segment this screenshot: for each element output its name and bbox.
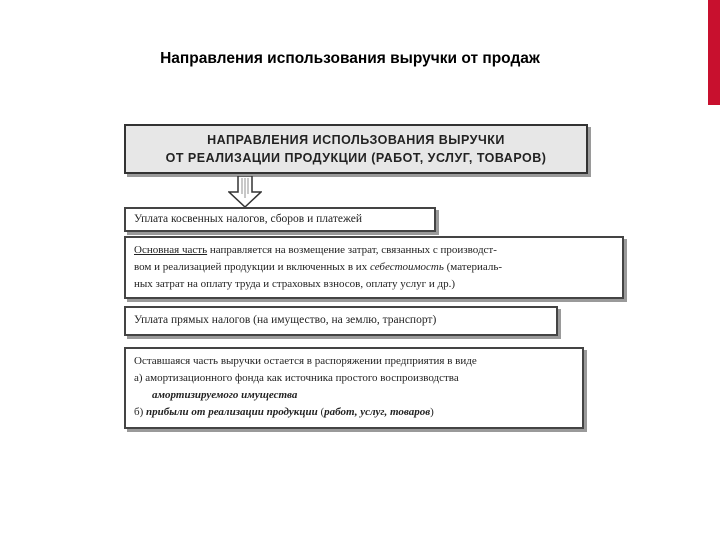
remaining-paren-close: ) bbox=[430, 406, 434, 418]
remaining-goods-term: работ, услуг, товаров bbox=[324, 406, 431, 418]
header-line-2: ОТ РЕАЛИЗАЦИИ ПРОДУКЦИИ (РАБОТ, УСЛУГ, ТОВАРОВ) bbox=[165, 151, 547, 165]
remaining-profit-term: прибыли от реализации продукции bbox=[146, 406, 318, 418]
header-line-1: НАПРАВЛЕНИЯ ИСПОЛЬЗОВАНИЯ ВЫРУЧКИ bbox=[207, 133, 505, 147]
main-part-line-2-a: вом и реализацией продукции и включенных в их bbox=[134, 261, 370, 273]
accent-bar bbox=[708, 0, 720, 105]
main-part-cost-term: себестоимость bbox=[369, 261, 444, 273]
remaining-line-1: Оставшаяся часть выручки остается в распоряжении предприятия в виде bbox=[134, 355, 477, 367]
down-arrow-icon bbox=[228, 176, 262, 208]
remaining-part-box bbox=[124, 347, 584, 429]
main-part-box bbox=[124, 236, 624, 299]
remaining-line-2: а) амортизационного фонда как источника простого воспроизводства bbox=[134, 372, 459, 384]
direct-taxes-box bbox=[124, 306, 558, 336]
remaining-line-3: амортизируемого имущества bbox=[152, 389, 298, 401]
main-part-line-3: ных затрат на оплату труда и страховых взносов, оплату услуг и др.) bbox=[134, 278, 456, 290]
indirect-taxes-box bbox=[124, 207, 436, 232]
remaining-paren-open: ( bbox=[317, 406, 325, 418]
indirect-taxes-text: Уплата косвенных налогов, сборов и платежей bbox=[134, 213, 363, 225]
main-part-line-2-b: (материаль- bbox=[443, 261, 503, 273]
remaining-line-4-a: б) bbox=[134, 406, 147, 418]
direct-taxes-text: Уплата прямых налогов (на имущество, на землю, транспорт) bbox=[134, 314, 437, 326]
main-part-line-2 bbox=[134, 259, 614, 276]
slide-title: Направления использования выручки от продаж bbox=[160, 50, 540, 67]
main-part-line-1 bbox=[134, 242, 614, 259]
remaining-line-4 bbox=[134, 404, 574, 421]
diagram-header-box bbox=[124, 124, 588, 174]
main-part-line-1-rest: направляется на возмещение затрат, связанных с производст- bbox=[207, 244, 497, 256]
main-part-lead: Основная часть bbox=[134, 244, 208, 256]
